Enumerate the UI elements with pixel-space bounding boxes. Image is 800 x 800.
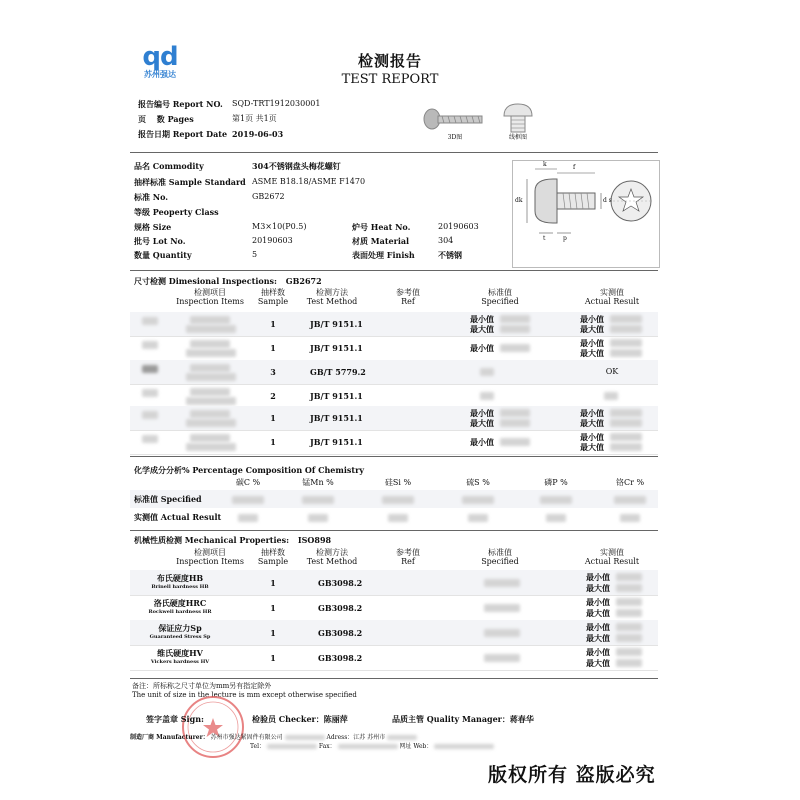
- column-header-en: Specified: [481, 297, 519, 306]
- chem-spec-value: [462, 496, 494, 504]
- commodity-field-label: 抽样标准 Sample Standard: [134, 177, 246, 187]
- row-divider: [130, 595, 658, 596]
- company-seal-stamp: [180, 694, 246, 760]
- address-label: Adress：江苏 苏州市: [326, 734, 386, 741]
- actual-bound-label: 最小值: [580, 432, 604, 442]
- quality-manager-label-text: 品质主管 Quality Manager：: [392, 714, 510, 724]
- spec-bound-label: 最小值: [470, 437, 494, 447]
- footer-line-2: [250, 743, 494, 751]
- spec-value: [500, 409, 530, 417]
- column-header-en: Actual Result: [584, 557, 640, 566]
- test-method: GB/T 5779.2: [310, 367, 366, 377]
- test-method: JB/T 9151.1: [310, 343, 363, 353]
- element-header: 硅Si %: [384, 478, 412, 487]
- sample-count: 1: [270, 652, 276, 663]
- chem-spec-value: [382, 496, 414, 504]
- sign-label: 签字盖章 Sign:: [146, 714, 204, 724]
- technical-drawing: [512, 160, 660, 268]
- copyright-watermark: 版权所有 盗版必究: [488, 764, 656, 786]
- item-name: [190, 434, 230, 442]
- logo: [130, 44, 190, 84]
- mechanical-title-text: 机械性质检测 Mechanical Properties:: [134, 535, 290, 545]
- commodity-field-label: 表面处理 Finish: [352, 250, 415, 260]
- property-name-cn: 保证应力Sp: [158, 623, 202, 633]
- property-name-en: Rockwell hardness HR: [148, 609, 212, 615]
- actual-value: [610, 339, 642, 347]
- commodity-field-label: 等级 Peoperty Class: [134, 207, 219, 217]
- report-title-cn: 检测报告: [357, 52, 422, 70]
- checker-label-text: 检验员 Checker：: [252, 714, 324, 724]
- spec-bound-label: 最大值: [470, 324, 494, 334]
- element-header: 磷P %: [544, 478, 568, 487]
- item-thumbnail: [142, 411, 158, 419]
- column-header-cn: 检测项目: [194, 548, 226, 557]
- row-divider: [130, 670, 658, 671]
- actual-value: [616, 598, 642, 606]
- note-en: The unit of size in the lecture is mm except otherwise specified: [132, 691, 357, 699]
- commodity-field-value: ASME B18.18/ASME F1470: [252, 177, 366, 186]
- spec-value: [500, 315, 530, 323]
- item-name: [190, 340, 230, 348]
- logo-text: 苏州强达: [144, 70, 176, 79]
- screw-3d-image: [420, 106, 490, 134]
- footer-line: [130, 734, 660, 742]
- column-header-en: Specified: [481, 557, 519, 566]
- commodity-field-value: 304: [438, 236, 454, 245]
- property-name-en: Vickers hardness HV: [150, 659, 210, 665]
- actual-value: [610, 419, 642, 427]
- column-header-en: Sample: [257, 297, 289, 306]
- spec-value: [500, 344, 530, 352]
- element-header: 锰Mn %: [302, 478, 334, 487]
- row-divider: [130, 645, 658, 646]
- actual-bound-label: 最小值: [586, 572, 610, 582]
- drawing-label-t: t: [543, 235, 546, 242]
- web-label: 网址 Web：: [399, 743, 433, 750]
- report-info-label: 报告日期 Report Date: [138, 129, 228, 139]
- mechanical-standard: ISO898: [297, 535, 332, 545]
- quality-manager-name: 蒋春华: [509, 714, 534, 724]
- chem-actual-value: [620, 514, 640, 522]
- item-thumbnail: [142, 365, 158, 373]
- row-divider: [130, 384, 658, 385]
- actual-value: [610, 315, 642, 323]
- chem-spec-value: [232, 496, 264, 504]
- commodity-field-value: 20190603: [438, 222, 479, 231]
- chem-spec-value: [302, 496, 334, 504]
- logo-mark: qd: [142, 42, 178, 72]
- item-name-en: [186, 373, 236, 381]
- row-divider: [130, 430, 658, 431]
- actual-bound-label: 最大值: [580, 324, 604, 334]
- actual-bound-label: 最小值: [586, 647, 610, 657]
- test-method: JB/T 9151.1: [310, 437, 363, 447]
- spec-row-label: 标准值 Specified: [134, 494, 202, 504]
- report-info-value: 2019-06-03: [232, 129, 284, 139]
- chem-actual-value: [308, 514, 328, 522]
- sample-count: 1: [270, 577, 276, 588]
- actual-value: [610, 349, 642, 357]
- actual-bound-label: 最大值: [580, 442, 604, 452]
- mechanical-title: [134, 535, 331, 545]
- column-header-cn: 检测方法: [316, 288, 348, 297]
- drawing-label-f: f: [573, 164, 576, 171]
- chem-actual-value: [546, 514, 566, 522]
- commodity-field-label: 炉号 Heat No.: [352, 222, 411, 232]
- column-header-cn: 标准值: [488, 548, 512, 557]
- column-header-cn: 实测值: [600, 548, 624, 557]
- chem-spec-value: [540, 496, 572, 504]
- sample-count: 1: [270, 602, 276, 613]
- tel-label: Tel：: [250, 743, 266, 750]
- property-name-en: Brinell hardness HB: [151, 584, 209, 590]
- commodity-field-label: 批号 Lot No.: [134, 236, 186, 246]
- chem-actual-value: [388, 514, 408, 522]
- fax-label: Fax：: [318, 743, 336, 750]
- actual-value: [610, 325, 642, 333]
- test-method: GB3098.2: [318, 652, 363, 663]
- element-header: 碳C %: [235, 478, 261, 487]
- item-name-en: [186, 397, 236, 405]
- spec-bound-label: 最大值: [470, 418, 494, 428]
- commodity-field-value: 304不锈钢盘头梅花螺钉: [252, 161, 341, 171]
- actual-bound-label: 最大值: [580, 348, 604, 358]
- spec-value: [500, 325, 530, 333]
- row-divider: [130, 454, 658, 455]
- drawing-label-ds: d s: [603, 197, 612, 204]
- screw-wireframe-image: [498, 100, 538, 134]
- chem-actual-value: [238, 514, 258, 522]
- sample-count: 1: [270, 627, 276, 638]
- column-header-en: Ref: [401, 557, 415, 566]
- checker-label: [252, 714, 348, 724]
- test-method: GB3098.2: [318, 627, 363, 638]
- commodity-field-label: 标准 No.: [134, 192, 169, 202]
- item-name-en: [186, 325, 236, 333]
- actual-bound-label: 最小值: [580, 408, 604, 418]
- dimensional-title-text: 尺寸检测 Dimesional Inspections:: [134, 276, 277, 286]
- commodity-field-value: 20190603: [252, 236, 293, 245]
- actual-row-label: 实测值 Actual Result: [134, 512, 222, 522]
- column-header-cn: 抽样数: [261, 288, 285, 297]
- commodity-field-value: M3×10(P0.5): [252, 222, 307, 231]
- property-name-en: Guaranteed Stress Sp: [149, 634, 211, 640]
- column-header-cn: 标准值: [488, 288, 512, 297]
- screw-wireframe-label: 线框图: [508, 134, 527, 141]
- manufacturer-label: 制造厂商 Manufacturer：: [130, 734, 209, 741]
- property-name-cn: 洛氏硬度HRC: [153, 598, 207, 608]
- column-header-cn: 参考值: [396, 548, 420, 557]
- item-name: [190, 410, 230, 418]
- item-name-en: [186, 419, 236, 427]
- element-header: 铬Cr %: [615, 478, 645, 487]
- dimensional-standard: GB2672: [285, 276, 322, 286]
- spec-value: [484, 604, 520, 612]
- spec-value: [484, 654, 520, 662]
- test-method: GB3098.2: [318, 577, 363, 588]
- drawing-label-k: k: [543, 161, 547, 168]
- test-method: JB/T 9151.1: [310, 319, 363, 329]
- sample-count: 1: [270, 413, 276, 423]
- item-thumbnail: [142, 341, 158, 349]
- manufacturer-value: 苏州市强达紧固件有限公司: [210, 734, 283, 741]
- actual-result-text: OK: [605, 367, 619, 376]
- sample-count: 2: [270, 391, 276, 401]
- chem-actual-value: [468, 514, 488, 522]
- column-header-cn: 抽样数: [261, 548, 285, 557]
- column-header-cn: 参考值: [396, 288, 420, 297]
- actual-value: [616, 634, 642, 642]
- item-name: [190, 388, 230, 396]
- sample-count: 1: [270, 343, 276, 353]
- actual-value: [610, 409, 642, 417]
- item-thumbnail: [142, 389, 158, 397]
- spec-value: [484, 579, 520, 587]
- test-method: JB/T 9151.1: [310, 413, 363, 423]
- row-divider: [130, 336, 658, 337]
- sample-count: 3: [270, 367, 276, 377]
- drawing-label-dk: dk: [515, 197, 523, 204]
- actual-bound-label: 最大值: [580, 418, 604, 428]
- actual-bound-label: 最小值: [586, 597, 610, 607]
- note-cn: 备注：所标称之尺寸单位为mm另有指定除外: [132, 682, 272, 690]
- actual-value: [616, 659, 642, 667]
- dimensional-title: [134, 276, 322, 286]
- commodity-field-value: GB2672: [252, 192, 285, 201]
- actual-value: [616, 609, 642, 617]
- actual-bound-label: 最大值: [586, 583, 610, 593]
- item-name: [190, 316, 230, 324]
- actual-value: [616, 648, 642, 656]
- spec-bound-label: 最小值: [470, 408, 494, 418]
- actual-value: [610, 433, 642, 441]
- actual-bound-label: 最小值: [580, 338, 604, 348]
- item-thumbnail: [142, 317, 158, 325]
- item-name-en: [186, 443, 236, 451]
- report-info-label: 报告编号 Report NO.: [138, 99, 223, 109]
- actual-bound-label: 最小值: [580, 314, 604, 324]
- spec-bound-label: 最小值: [470, 343, 494, 353]
- actual-bound-label: 最小值: [586, 622, 610, 632]
- quality-manager-label: [392, 714, 534, 724]
- commodity-field-label: 材质 Material: [352, 236, 410, 246]
- column-header-en: Inspection Items: [176, 297, 244, 306]
- actual-bound-label: 最大值: [586, 633, 610, 643]
- actual-bound-label: 最大值: [586, 658, 610, 668]
- checker-name: 陈丽萍: [323, 714, 348, 724]
- column-header-cn: 检测项目: [194, 288, 226, 297]
- sample-count: 1: [270, 319, 276, 329]
- item-thumbnail: [142, 435, 158, 443]
- chemistry-title: 化学成分分析% Percentage Composition Of Chemistry: [134, 465, 364, 475]
- spec-value: [484, 629, 520, 637]
- commodity-field-label: 数量 Quantity: [134, 250, 192, 260]
- item-name: [190, 364, 230, 372]
- element-header: 硫S %: [466, 478, 490, 487]
- column-header-en: Inspection Items: [176, 557, 244, 566]
- column-header-cn: 检测方法: [316, 548, 348, 557]
- column-header-en: Test Method: [306, 297, 358, 306]
- test-method: GB3098.2: [318, 602, 363, 613]
- column-header-en: Test Method: [306, 557, 358, 566]
- report-info-value: 第1页 共1页: [232, 114, 277, 123]
- commodity-field-label: 规格 Size: [134, 222, 172, 232]
- spec-value: [500, 419, 530, 427]
- actual-value: [610, 443, 642, 451]
- spec-bound-label: 最小值: [470, 314, 494, 324]
- commodity-field-value: 不锈钢: [438, 250, 462, 260]
- commodity-field-label: 品名 Commodity: [134, 161, 204, 171]
- screw-3d-label: 3D图: [447, 134, 463, 141]
- report-title-en: TEST REPORT: [341, 72, 439, 87]
- report-info-label: 页 数 Pages: [138, 114, 194, 124]
- actual-value: [616, 584, 642, 592]
- column-header-en: Sample: [257, 557, 289, 566]
- column-header-en: Ref: [401, 297, 415, 306]
- column-header-en: Actual Result: [584, 297, 640, 306]
- commodity-field-value: 5: [252, 250, 258, 259]
- test-method: JB/T 9151.1: [310, 391, 363, 401]
- spec-value: [480, 368, 494, 376]
- actual-value: [616, 623, 642, 631]
- property-name-cn: 维氏硬度HV: [157, 648, 203, 658]
- actual-value: [616, 573, 642, 581]
- spec-value: [500, 438, 530, 446]
- column-header-cn: 实测值: [600, 288, 624, 297]
- spec-value: [480, 392, 494, 400]
- sample-count: 1: [270, 437, 276, 447]
- actual-bound-label: 最大值: [586, 608, 610, 618]
- chem-spec-value: [614, 496, 646, 504]
- drawing-label-p: p: [563, 235, 567, 242]
- property-name-cn: 布氏硬度HB: [156, 573, 204, 583]
- item-name-en: [186, 349, 236, 357]
- actual-value: [604, 392, 618, 400]
- report-info-value: SQD-TRT1912030001: [232, 99, 321, 108]
